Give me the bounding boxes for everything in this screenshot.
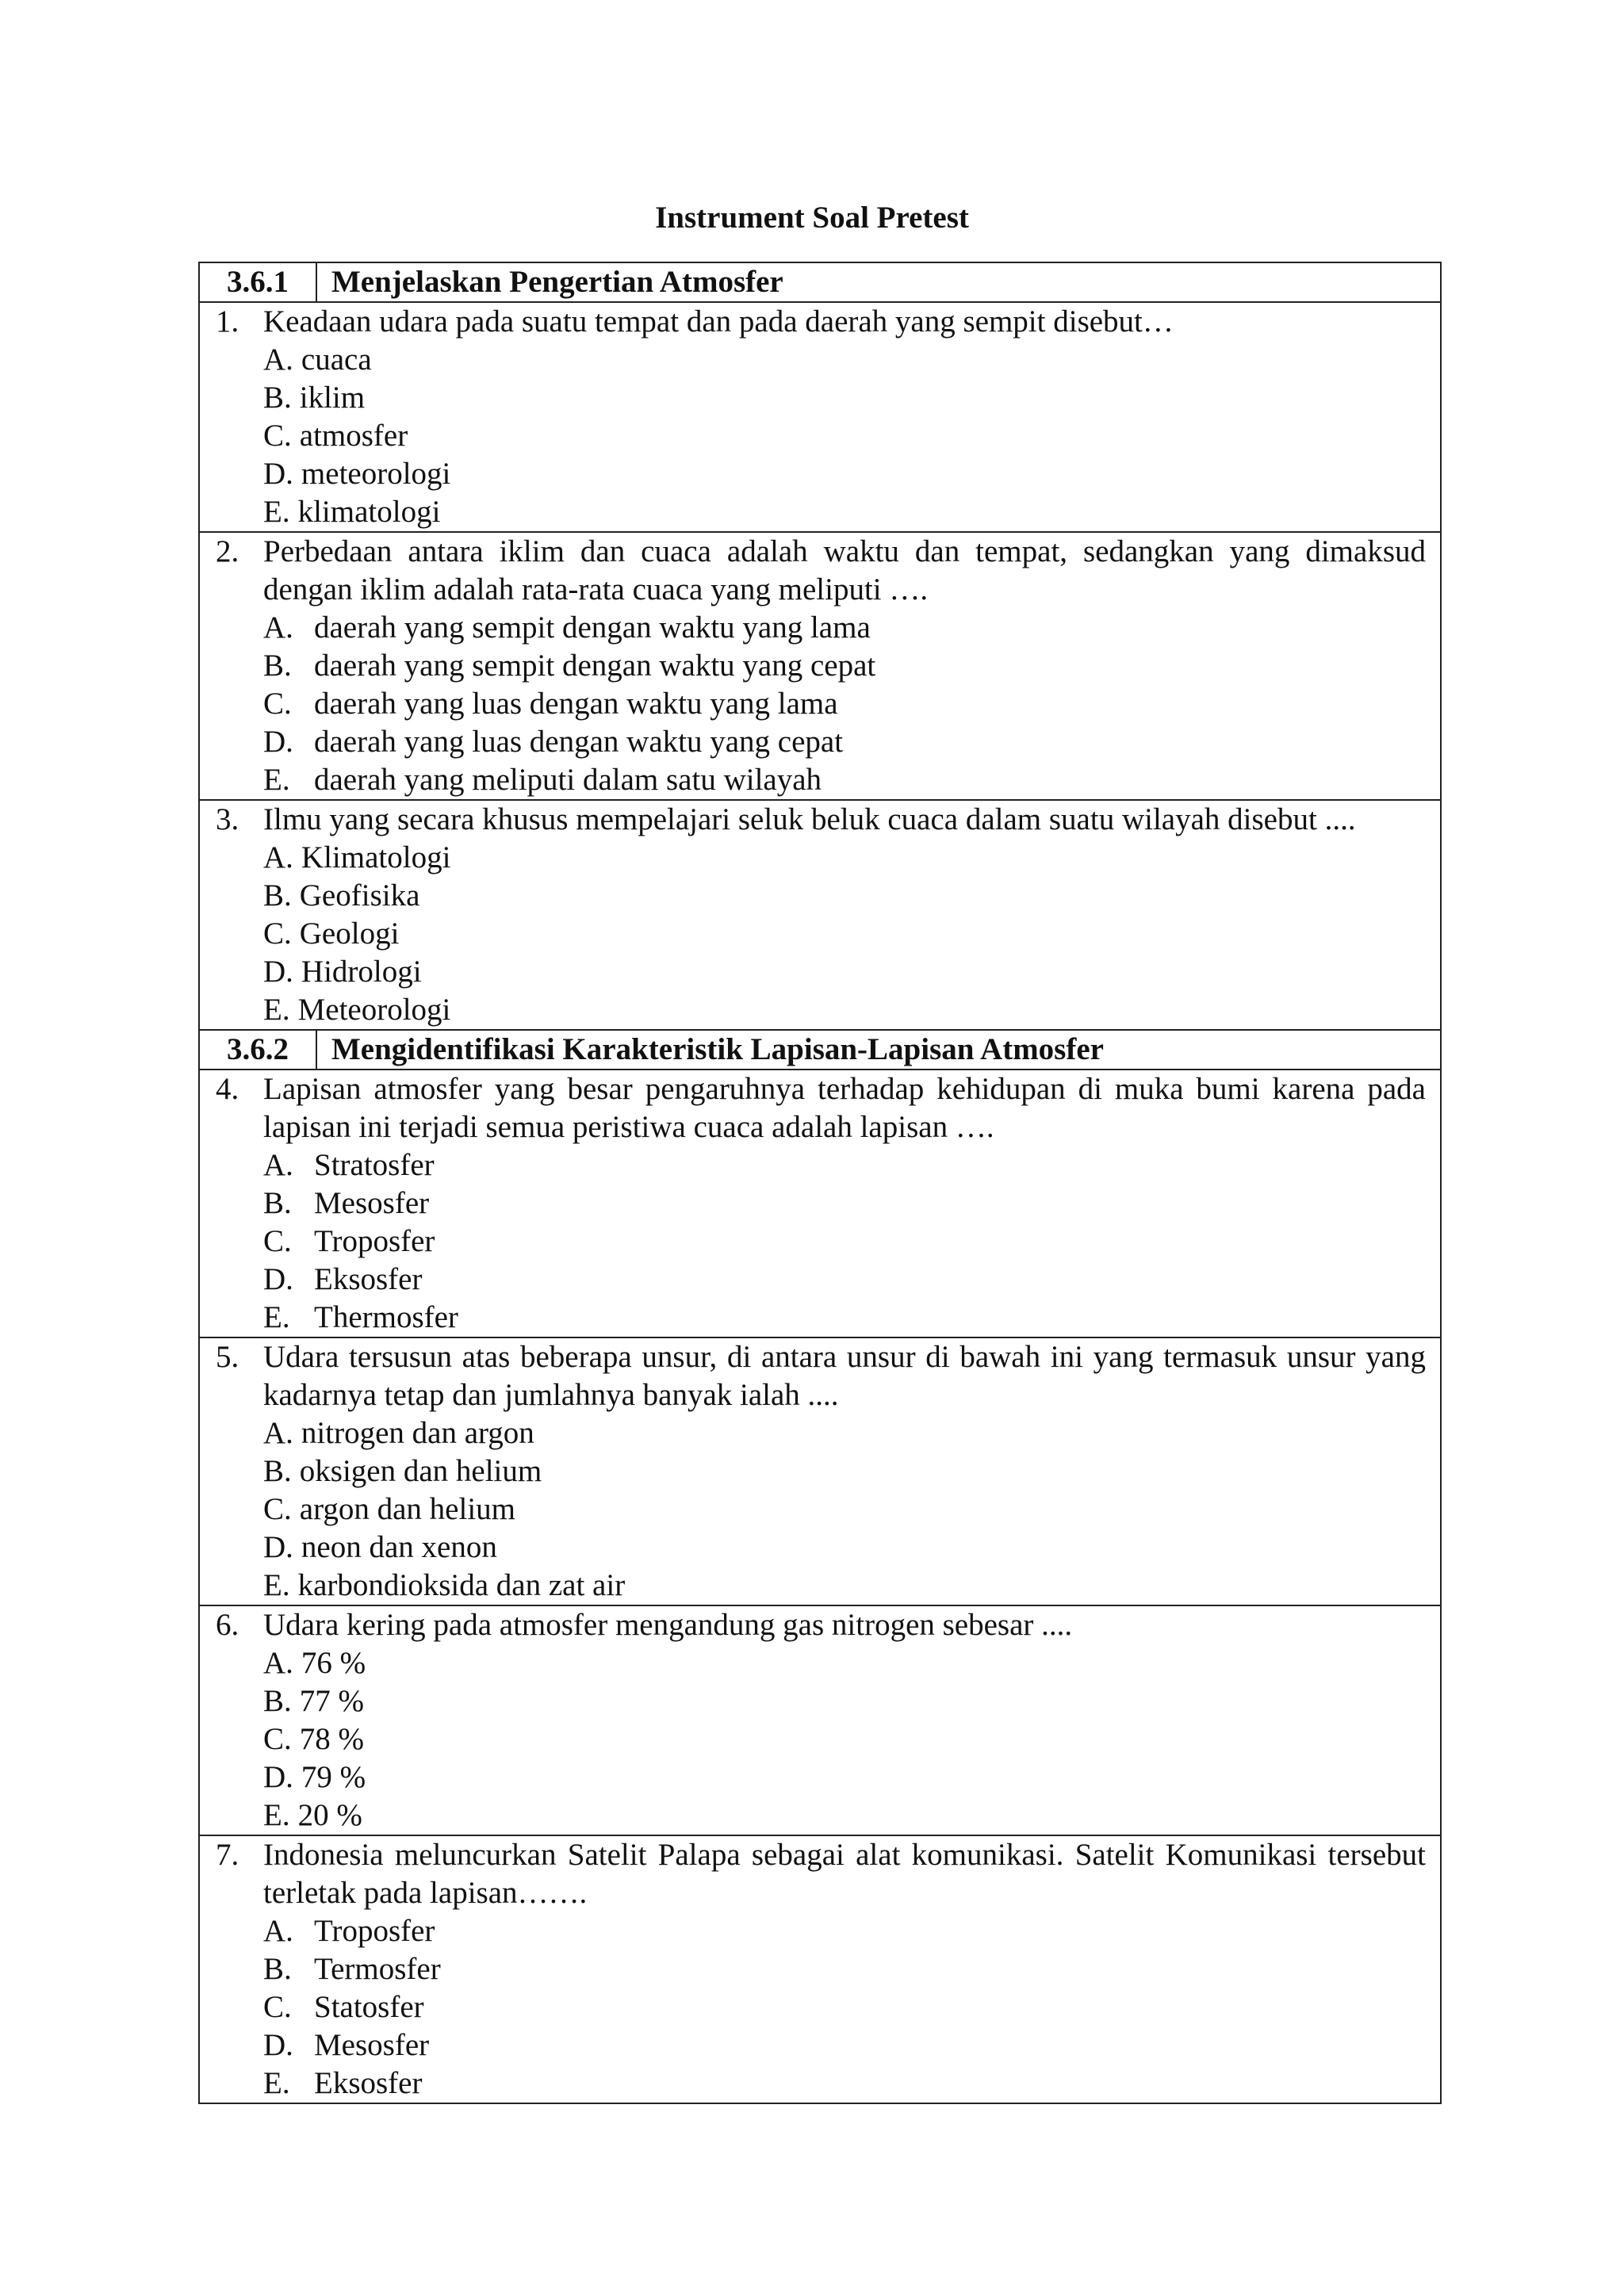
question-cell: [199, 1835, 1441, 2103]
answer-option: [263, 1261, 1426, 1299]
option-letter: C.: [263, 1990, 292, 2024]
option-text: meteorologi: [301, 457, 451, 491]
answer-option: [263, 1184, 1426, 1223]
option-text: Geologi: [299, 916, 400, 951]
option-text: 20 %: [297, 1798, 362, 1832]
option-letter: B.: [263, 878, 292, 913]
option-letter: A.: [263, 610, 293, 645]
answer-option: [263, 1414, 1426, 1452]
option-letter: E.: [263, 1568, 290, 1602]
section-code: 3.6.1: [199, 262, 316, 302]
option-letter: C.: [263, 1722, 292, 1756]
answer-option: [263, 1223, 1426, 1261]
option-letter: A.: [263, 1914, 293, 1948]
option-letter: B.: [263, 1684, 292, 1718]
option-text: nitrogen dan argon: [301, 1416, 534, 1450]
question-row: [199, 1337, 1441, 1605]
question-row: [199, 1605, 1441, 1835]
answer-option: [263, 417, 1426, 455]
option-text: neon dan xenon: [301, 1530, 497, 1564]
section-code: 3.6.2: [199, 1030, 316, 1070]
option-text: Termosfer: [314, 1952, 441, 1986]
section-header-row: [199, 1030, 1441, 1070]
answer-option: [263, 761, 1426, 799]
option-text: daerah yang luas dengan waktu yang lama: [314, 687, 838, 721]
option-letter: A.: [263, 1148, 293, 1182]
option-text: daerah yang sempit dengan waktu yang cepat: [314, 649, 876, 683]
question-row: [199, 1835, 1441, 2103]
answer-option: [263, 877, 1426, 915]
option-letter: D.: [263, 457, 293, 491]
option-text: 76 %: [301, 1646, 366, 1680]
option-letter: D.: [263, 2028, 293, 2062]
option-letter: A.: [263, 1646, 293, 1680]
option-letter: B.: [263, 1186, 292, 1220]
option-text: 79 %: [301, 1760, 366, 1794]
option-text: Mesosfer: [314, 1186, 430, 1220]
option-text: 78 %: [299, 1722, 365, 1756]
question-item: [200, 303, 1440, 531]
answer-option: [263, 379, 1426, 417]
option-letter: D.: [263, 955, 293, 989]
answer-option: [263, 2064, 1426, 2103]
question-cell: [199, 302, 1441, 532]
option-text: Thermosfer: [314, 1300, 458, 1334]
answer-option: [263, 1797, 1426, 1835]
option-text: Stratosfer: [314, 1148, 435, 1182]
answer-option: [263, 991, 1426, 1029]
option-letter: E.: [263, 1300, 290, 1334]
section-heading: Menjelaskan Pengertian Atmosfer: [316, 262, 1441, 302]
option-text: 77 %: [299, 1684, 365, 1718]
question-row: [199, 532, 1441, 800]
option-text: karbondioksida dan zat air: [297, 1568, 626, 1602]
question-number: 6.: [216, 1608, 239, 1642]
question-cell: [199, 1070, 1441, 1337]
answer-option: [263, 953, 1426, 991]
option-letter: D.: [263, 1530, 293, 1564]
answer-option: [263, 341, 1426, 379]
option-text: atmosfer: [299, 419, 408, 453]
question-number: 4.: [216, 1072, 239, 1106]
option-letter: B.: [263, 1454, 292, 1488]
option-letter: E.: [263, 1798, 290, 1832]
question-cell: [199, 800, 1441, 1030]
section-header-row: [199, 262, 1441, 302]
option-text: Geofisika: [299, 878, 420, 913]
question-number: 1.: [216, 304, 239, 339]
question-text: Udara kering pada atmosfer mengandung gas nitrogen sebesar ....: [263, 1608, 1073, 1642]
question-number: 5.: [216, 1340, 239, 1374]
option-letter: B.: [263, 381, 292, 415]
option-text: Meteorologi: [297, 993, 451, 1027]
option-text: daerah yang meliputi dalam satu wilayah: [314, 763, 822, 797]
option-letter: B.: [263, 1952, 292, 1986]
option-letter: E.: [263, 763, 290, 797]
answer-option: [263, 723, 1426, 761]
question-number: 2.: [216, 534, 239, 568]
question-item: [200, 1606, 1440, 1835]
option-letter: C.: [263, 687, 292, 721]
question-cell: [199, 1337, 1441, 1605]
option-text: iklim: [299, 381, 366, 415]
question-item: [200, 533, 1440, 799]
question-item: [200, 1338, 1440, 1605]
answer-option: [263, 839, 1426, 877]
option-text: Eksosfer: [314, 2066, 423, 2100]
option-letter: A.: [263, 342, 293, 377]
option-text: Mesosfer: [314, 2028, 430, 2062]
answer-option: [263, 1299, 1426, 1337]
question-text: Perbedaan antara iklim dan cuaca adalah waktu dan tempat, sedangkan yang dimaksud dengan iklim adalah rata-rata cuaca yang meliputi ….: [263, 534, 1426, 607]
option-text: Troposfer: [314, 1224, 435, 1258]
option-text: Klimatologi: [301, 840, 451, 874]
question-item: [200, 1070, 1440, 1337]
option-text: Troposfer: [314, 1914, 435, 1948]
option-letter: A.: [263, 1416, 293, 1450]
answer-option: [263, 493, 1426, 531]
question-row: [199, 1070, 1441, 1337]
option-text: Hidrologi: [301, 955, 422, 989]
question-text: Lapisan atmosfer yang besar pengaruhnya terhadap kehidupan di muka bumi karena pada lapisan ini terjadi semua peristiwa cuaca adalah lapisan ….: [263, 1072, 1426, 1144]
section-heading: Mengidentifikasi Karakteristik Lapisan-Lapisan Atmosfer: [316, 1030, 1441, 1070]
option-text: Statosfer: [314, 1990, 424, 2024]
question-item: [200, 801, 1440, 1029]
answer-option: [263, 647, 1426, 685]
question-row: [199, 302, 1441, 532]
page-title: Instrument Soal Pretest: [655, 201, 969, 235]
question-number: 3.: [216, 802, 239, 836]
option-letter: C.: [263, 419, 292, 453]
answer-option: [263, 1912, 1426, 1950]
answer-option: [263, 1146, 1426, 1184]
question-item: [200, 1836, 1440, 2103]
answer-option: [263, 2026, 1426, 2064]
option-letter: D.: [263, 725, 293, 759]
answer-option: [263, 1988, 1426, 2026]
option-text: daerah yang luas dengan waktu yang cepat: [314, 725, 844, 759]
question-table: [198, 262, 1442, 2104]
option-letter: A.: [263, 840, 293, 874]
answer-option: [263, 1720, 1426, 1758]
answer-option: [263, 1567, 1426, 1605]
question-text: Keadaan udara pada suatu tempat dan pada daerah yang sempit disebut…: [263, 304, 1174, 339]
answer-option: [263, 1452, 1426, 1490]
option-letter: E.: [263, 993, 290, 1027]
answer-option: [263, 915, 1426, 953]
answer-option: [263, 455, 1426, 493]
answer-option: [263, 1682, 1426, 1720]
option-letter: B.: [263, 649, 292, 683]
question-number: 7.: [216, 1838, 239, 1872]
question-cell: [199, 1605, 1441, 1835]
question-text: Indonesia meluncurkan Satelit Palapa sebagai alat komunikasi. Satelit Komunikasi tersebut terletak pada lapisan…….: [263, 1838, 1426, 1910]
question-row: [199, 800, 1441, 1030]
option-letter: E.: [263, 495, 290, 529]
option-letter: E.: [263, 2066, 290, 2100]
question-cell: [199, 532, 1441, 800]
option-text: argon dan helium: [299, 1492, 515, 1526]
answer-option: [263, 685, 1426, 723]
answer-option: [263, 1529, 1426, 1567]
option-text: daerah yang sempit dengan waktu yang lama: [314, 610, 871, 645]
option-text: cuaca: [301, 342, 372, 377]
option-text: Eksosfer: [314, 1262, 423, 1296]
answer-option: [263, 1490, 1426, 1529]
option-letter: C.: [263, 1492, 292, 1526]
answer-option: [263, 1644, 1426, 1682]
question-text: Udara tersusun atas beberapa unsur, di antara unsur di bawah ini yang termasuk unsur yang kadarnya tetap dan jumlahnya banyak ialah ....: [263, 1340, 1426, 1412]
option-letter: D.: [263, 1760, 293, 1794]
option-text: oksigen dan helium: [299, 1454, 542, 1488]
question-text: Ilmu yang secara khusus mempelajari seluk beluk cuaca dalam suatu wilayah disebut ....: [263, 802, 1356, 836]
option-letter: C.: [263, 916, 292, 951]
option-letter: D.: [263, 1262, 293, 1296]
question-table-body: [199, 262, 1441, 2103]
answer-option: [263, 1950, 1426, 1988]
option-letter: C.: [263, 1224, 292, 1258]
answer-option: [263, 1758, 1426, 1797]
answer-option: [263, 609, 1426, 647]
option-text: klimatologi: [297, 495, 441, 529]
